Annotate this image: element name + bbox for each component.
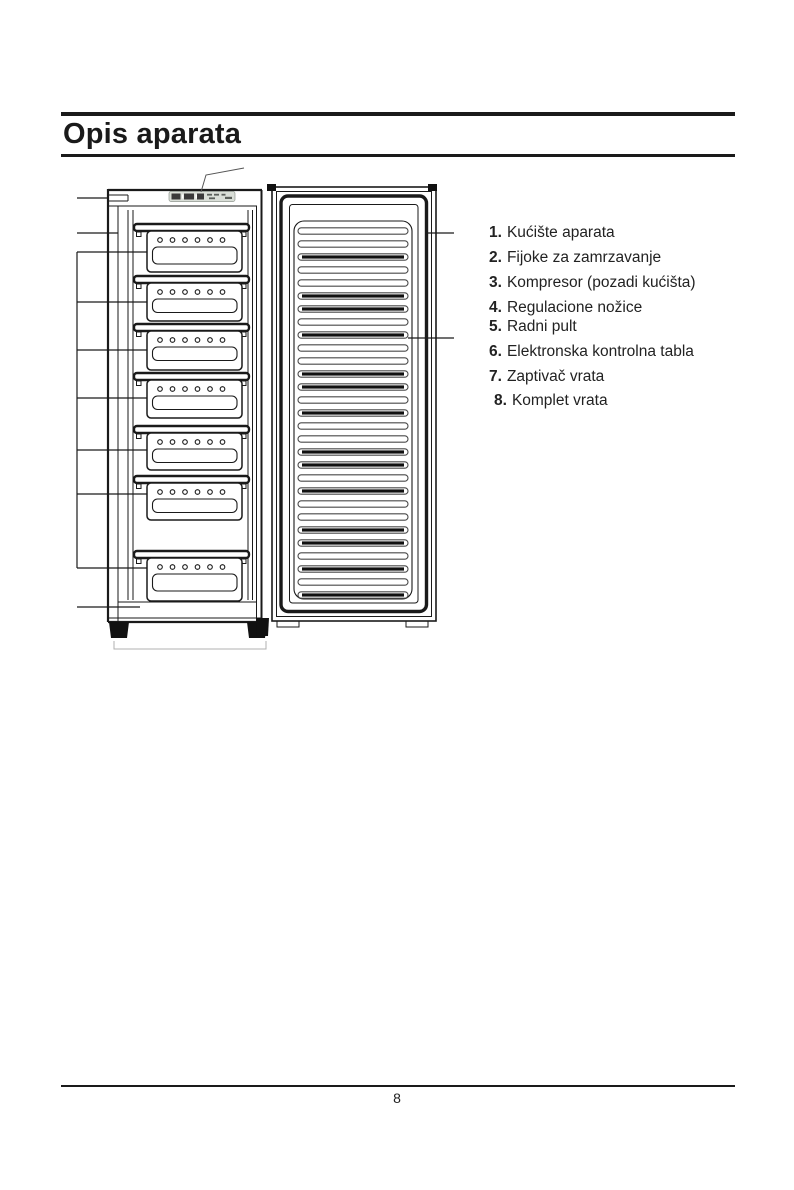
door-bottom-bracket [277,621,299,627]
vent-hole [208,490,213,495]
door-bottom-hinge-foot [256,618,269,636]
vent-hole [170,338,175,343]
door-rib [298,319,408,325]
page-number: 8 [393,1090,401,1106]
drawer-front [147,558,242,601]
vent-hole [183,387,188,392]
vent-hole [195,238,200,243]
drawer-front [147,433,242,470]
door-rib [298,501,408,507]
vent-hole [208,440,213,445]
door-rib [298,241,408,247]
freezer-door [256,184,437,636]
part-item: 3. Kompresor (pozadi kućišta) [489,274,696,291]
left-foot [109,622,129,638]
cabinet-feet [109,622,267,638]
vent-hole [170,565,175,570]
door-rib [298,514,408,520]
part-item: 1. Kućište aparata [489,224,615,241]
control-panel-callout-line [201,168,244,192]
control-panel-button [172,194,181,200]
control-panel-button [184,194,194,200]
door-bottom-bracket [406,621,428,627]
vent-hole [208,387,213,392]
drawer-front [147,283,242,321]
door-rib [298,345,408,351]
door-ribs [298,228,408,598]
freezer-drawers [134,224,249,601]
vent-hole [195,387,200,392]
door-rib [298,358,408,364]
floor-shadow-line [114,641,266,649]
vent-hole [208,565,213,570]
drawer-front [147,483,242,520]
vent-hole [208,238,213,243]
door-rib [298,228,408,234]
vent-hole [220,290,225,295]
left-leader-lines [77,198,155,607]
vent-hole [158,490,163,495]
page-title: Opis aparata [63,118,242,150]
vent-hole [220,387,225,392]
vent-hole [183,290,188,295]
vent-hole [195,490,200,495]
door-hinge-top-right [428,184,437,191]
part-item: 8. Komplet vrata [494,392,608,409]
vent-hole [220,238,225,243]
vent-hole [208,338,213,343]
vent-hole [183,440,188,445]
vent-hole [195,565,200,570]
vent-hole [170,387,175,392]
door-rib [298,436,408,442]
door-rib [298,553,408,559]
door-hinge-top-left [267,184,276,191]
vent-hole [170,490,175,495]
vent-hole [183,238,188,243]
part-item: 7. Zaptivač vrata [489,368,605,385]
vent-hole [158,290,163,295]
door-rib [298,280,408,286]
vent-hole [195,290,200,295]
vent-hole [220,440,225,445]
vent-hole [220,490,225,495]
vent-hole [195,338,200,343]
vent-hole [183,490,188,495]
vent-hole [158,565,163,570]
drawer-front [147,380,242,418]
vent-hole [158,338,163,343]
vent-hole [220,338,225,343]
footer-rule [61,1085,735,1087]
vent-hole [158,238,163,243]
vent-hole [170,290,175,295]
drawer-bracket-branches [77,252,155,568]
door-rib [298,579,408,585]
door-rib [298,267,408,273]
control-panel [169,192,235,202]
vent-hole [195,440,200,445]
vent-hole [183,565,188,570]
door-rib [298,475,408,481]
vent-hole [158,440,163,445]
part-item: 5. Radni pult [489,318,577,335]
vent-hole [220,565,225,570]
parts-list [489,223,696,416]
door-rib [298,397,408,403]
worktop-edge [109,195,128,201]
part-item: 6. Elektronska kontrolna tabla [489,343,694,360]
drawer-front [147,331,242,370]
vent-hole [183,338,188,343]
part-item: 4. Regulacione nožice [489,299,643,316]
vent-hole [208,290,213,295]
vent-hole [170,440,175,445]
part-item: 2. Fijoke za zamrzavanje [489,249,662,266]
vent-hole [170,238,175,243]
door-rib [298,423,408,429]
drawer-front [147,231,242,272]
control-panel-display [197,194,204,200]
vent-hole [158,387,163,392]
